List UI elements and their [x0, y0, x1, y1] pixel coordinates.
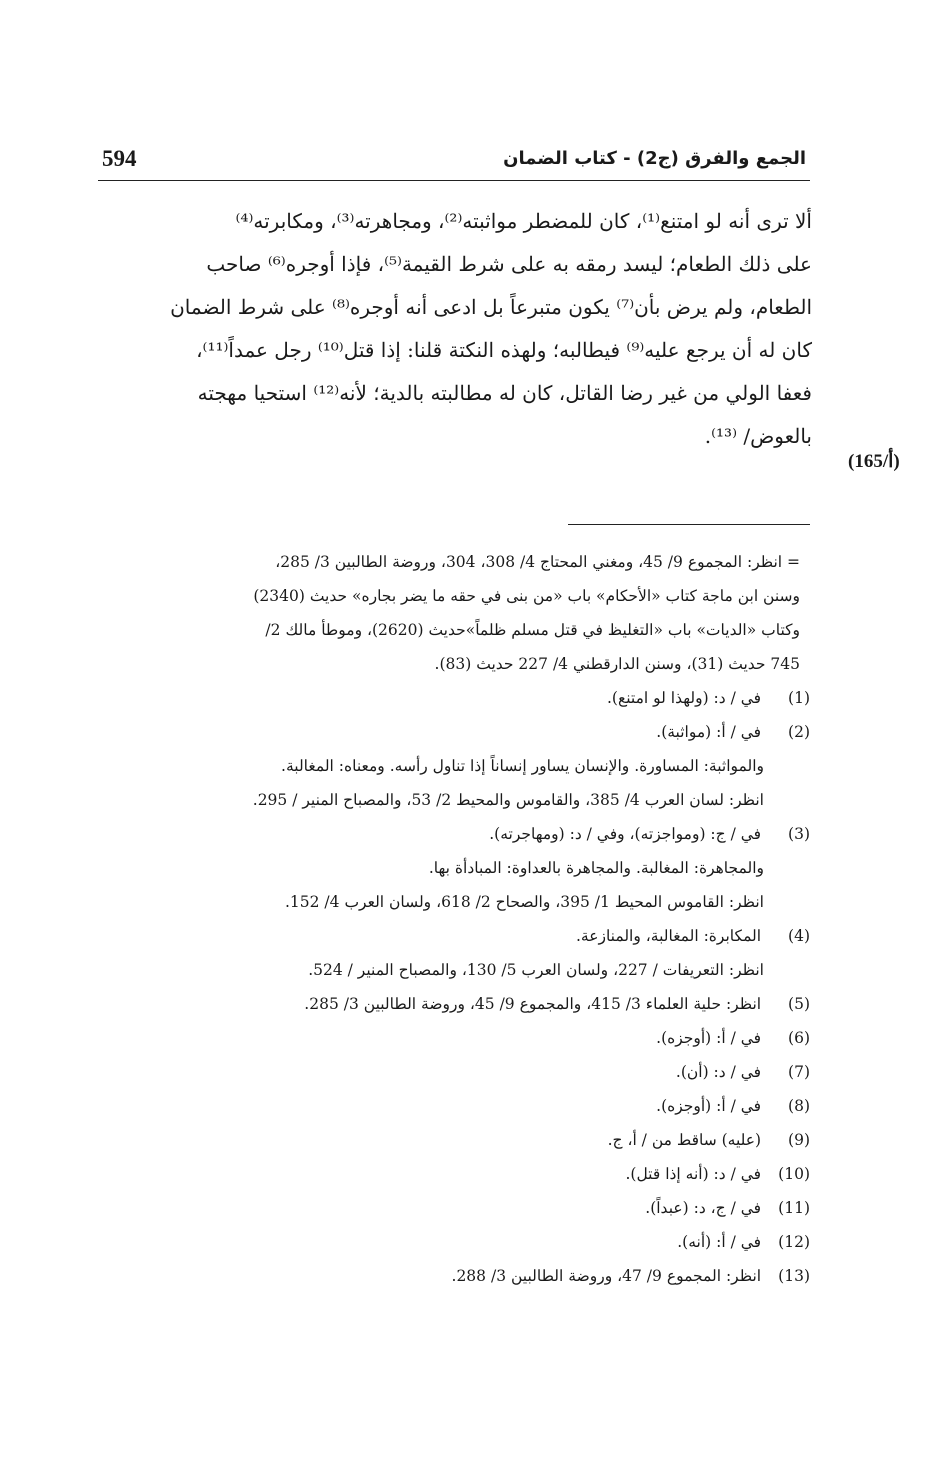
- folio-marker: (165/أ): [848, 451, 900, 472]
- footnote-number: (11): [778, 1199, 810, 1217]
- body-line: فعفا الولي من غير رضا القاتل، كان له مطالبته بالدية؛ لأنه⁽¹²⁾ استحيا مهجته: [197, 381, 812, 405]
- footnote-text: في / ج، د: (عبداً).: [645, 1199, 766, 1217]
- footnote-number: (4): [788, 927, 810, 945]
- footnote-text: المكابرة: المغالبة، والمنازعة.: [575, 927, 766, 945]
- footnote-text: انظر: المجموع 9/ 47، وروضة الطالبين 3/ 288.: [451, 1267, 766, 1285]
- footnote-item: [100, 1259, 810, 1293]
- body-line: كان له أن يرجع عليه⁽⁹⁾ فيطالبه؛ ولهذه النكتة قلنا: إذا قتل⁽¹⁰⁾ رجل عمداً⁽¹¹⁾،: [196, 338, 812, 362]
- footnote-item: [100, 1157, 810, 1191]
- footnote-number: (2): [788, 723, 810, 741]
- footnote-number: (7): [788, 1063, 810, 1081]
- footnote-detail: انظر: القاموس المحيط 1/ 395، والصحاح 2/ 618، ولسان العرب 4/ 152.: [284, 893, 764, 911]
- footnote-continuation-line: 745 حديث (31)، وسنن الدارقطني 4/ 227 حديث (83).: [434, 655, 800, 673]
- footnote-text: في / أ: (أنه).: [677, 1233, 766, 1251]
- footnote-continuation-line: وكتاب «الديات» باب «التغليظ في قتل مسلم ظلماً»حديث (2620)، وموطأ مالك 2/: [265, 621, 800, 639]
- body-line: ألا ترى أنه لو امتنع⁽¹⁾، كان للمضطر مواثبته⁽²⁾، ومجاهرته⁽³⁾، ومكابرته⁽⁴⁾: [235, 209, 812, 233]
- footnote-text: في / د: (ولهذا لو امتنع).: [607, 689, 766, 707]
- footnote-text: (عليه) ساقط من / أ، ج.: [607, 1131, 766, 1149]
- footnote-number: (13): [778, 1267, 810, 1285]
- footnotes: [100, 545, 810, 1293]
- footnote-detail: والمجاهرة: المغالبة. والمجاهرة بالعداوة: المبادأة بها.: [428, 859, 764, 877]
- footnote-number: (12): [778, 1233, 810, 1251]
- footnote-number: (8): [788, 1097, 810, 1115]
- footnote-separator: [568, 524, 810, 525]
- footnote-number: (6): [788, 1029, 810, 1047]
- footnote-text: في / أ: (أوجزه).: [656, 1029, 766, 1047]
- footnote-detail: انظر: لسان العرب 4/ 385، والقاموس والمحيط 2/ 53، والمصباح المنير / 295.: [252, 791, 764, 809]
- page-header: [98, 144, 810, 181]
- footnote-text: في / أ: (أوجزه).: [656, 1097, 766, 1115]
- footnote-item: [100, 987, 810, 1021]
- footnote-text: في / د: (أن).: [675, 1063, 766, 1081]
- footnote-item: [100, 919, 810, 953]
- footnote-item: [100, 1021, 810, 1055]
- footnote-number: (10): [778, 1165, 810, 1183]
- body-line: بالعوض/ ⁽¹³⁾.: [704, 424, 812, 448]
- footnote-text: في / أ: (مواثبة).: [656, 723, 766, 741]
- footnote-text: انظر: حلية العلماء 3/ 415، والمجموع 9/ 45، وروضة الطالبين 3/ 285.: [304, 995, 766, 1013]
- body-line: على ذلك الطعام؛ ليسد رمقه به على شرط القيمة⁽⁵⁾، فإذا أوجره⁽⁶⁾ صاحب: [206, 252, 812, 276]
- footnote-number: (3): [788, 825, 810, 843]
- footnote-continuation-line: = انظر: المجموع 9/ 45، ومغني المحتاج 4/ 308، 304، وروضة الطالبين 3/ 285،: [275, 553, 800, 571]
- footnote-item: [100, 817, 810, 851]
- footnote-item: [100, 1055, 810, 1089]
- footnote-item: [100, 1225, 810, 1259]
- page-number: 594: [102, 146, 137, 171]
- footnote-item: [100, 1089, 810, 1123]
- footnote-list: [100, 681, 810, 1293]
- footnote-text: في / د: (أنه إذا قتل).: [625, 1165, 766, 1183]
- footnote-detail: انظر: التعريفات / 227، ولسان العرب 5/ 130، والمصباح المنير / 524.: [308, 961, 764, 979]
- footnote-number: (1): [788, 689, 810, 707]
- running-title: الجمع والفرق (ج2) - كتاب الضمان: [503, 148, 806, 169]
- footnote-number: (5): [788, 995, 810, 1013]
- footnote-item: [100, 1191, 810, 1225]
- footnote-detail: والمواثبة: المساورة. والإنسان يساور إنساناً إذا تناول رأسه. ومعناه: المغالبة.: [281, 757, 764, 775]
- main-text: [100, 200, 812, 458]
- footnote-item: [100, 681, 810, 715]
- footnote-number: (9): [788, 1131, 810, 1149]
- body-line: الطعام، ولم يرض بأن⁽⁷⁾ يكون متبرعاً بل ادعى أنه أوجره⁽⁸⁾ على شرط الضمان: [170, 295, 812, 319]
- footnote-item: [100, 1123, 810, 1157]
- footnote-continuation-line: وسنن ابن ماجة كتاب «الأحكام» باب «من بنى في حقه ما يضر بجاره» حديث (2340): [253, 587, 800, 605]
- footnote-item: [100, 715, 810, 749]
- footnote-text: في / ج: (ومواجزته)، وفي / د: (ومهاجرته).: [489, 825, 766, 843]
